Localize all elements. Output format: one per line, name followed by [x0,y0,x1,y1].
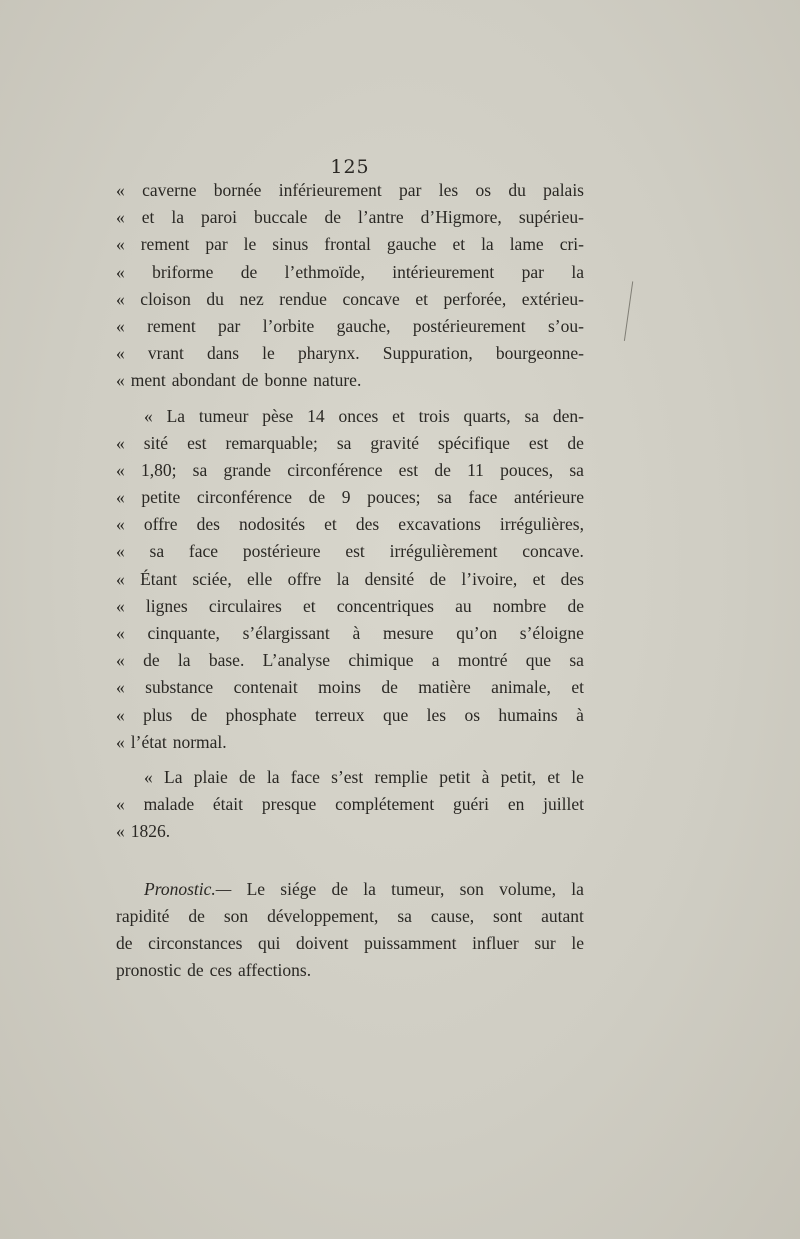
page-number: 125 [330,156,370,178]
text-line: « ment abondant de bonne nature. [116,370,362,391]
text-line: « de la base. L’analyse chimique a montré que sa [116,650,584,671]
paragraph [116,406,584,759]
text-line: rapidité de son développement, sa cause, sont autant [116,905,584,926]
paragraph [116,879,584,988]
text-line: « malade était presque complétement guéri en juillet [116,794,584,815]
text-line: pronostic de ces affections. [116,960,312,981]
text-line: « cloison du nez rendue concave et perforée, extérieu- [116,288,584,309]
text-line: « La tumeur pèse 14 onces et trois quarts, sa den- [144,405,584,426]
paragraph [116,767,584,849]
text-line: « offre des nodosités et des excavations irrégulières, [116,514,584,535]
text-line: « rement par l’orbite gauche, postérieurement s’ou- [116,315,584,336]
text-line: « l’état normal. [116,731,227,752]
text-line: « briforme de l’ethmoïde, intérieurement par la [116,261,584,282]
text-line: « plus de phosphate terreux que les os humains à [116,704,584,725]
text-line: « sité est remarquable; sa gravité spécifique est de [116,432,584,453]
text-line: « sa face postérieure est irrégulièrement concave. [116,541,584,562]
text-line: « substance contenait moins de matière animale, et [116,677,584,698]
text-line: Pronostic.— Le siége de la tumeur, son volume, la [144,878,584,899]
text-line: « vrant dans le pharynx. Suppuration, bourgeonne- [116,343,584,364]
text-line: « 1,80; sa grande circonférence est de 11 pouces, sa [116,459,584,480]
text-line: « lignes circulaires et concentriques au nombre de [116,595,584,616]
text-line: « caverne bornée inférieurement par les os du palais [116,180,584,200]
text-line: « La plaie de la face s’est remplie petit à petit, et le [144,766,584,787]
text-line: de circonstances qui doivent puissamment influer sur le [116,932,584,953]
paragraph [116,180,584,398]
text-line: « petite circonférence de 9 pouces; sa face antérieure [116,487,584,508]
section-heading: Pronostic.— [144,878,232,899]
margin-mark [624,281,645,342]
text-line: « 1826. [116,821,171,842]
body-text [116,180,584,987]
text-line: « et la paroi buccale de l’antre d’Higmore, supérieu- [116,207,584,228]
text-line: « cinquante, s’élargissant à mesure qu’on s’éloigne [116,623,584,643]
text-line: « rement par le sinus frontal gauche et la lame cri- [116,234,584,255]
text-line: « Étant sciée, elle offre la densité de l’ivoire, et des [116,568,584,589]
